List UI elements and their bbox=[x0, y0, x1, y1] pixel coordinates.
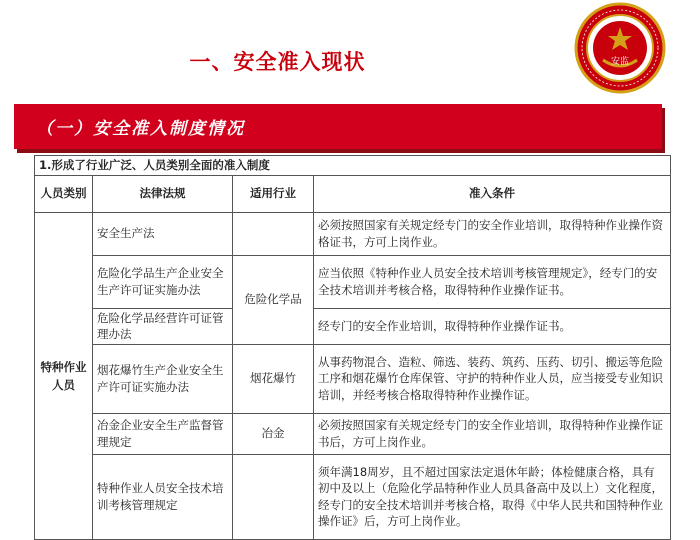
table-row bbox=[35, 212, 671, 255]
industry-cell bbox=[233, 454, 314, 539]
entry-system-table-container bbox=[34, 155, 670, 540]
condition-cell: 从事药物混合、造粒、筛选、装药、筑药、压药、切引、搬运等危险工序和烟花爆竹仓库保管、守护的特种作业人员，应当接受专业知识培训，并经考核合格取得特种作业操作证。 bbox=[314, 344, 671, 413]
table-caption: 1.形成了行业广泛、人员类别全面的准入制度 bbox=[35, 156, 671, 176]
law-cell: 冶金企业安全生产监督管理规定 bbox=[93, 413, 233, 454]
law-cell: 危险化学品经营许可证管理办法 bbox=[93, 308, 233, 344]
category-cell: 特种作业人员 bbox=[35, 212, 93, 539]
condition-cell: 应当依照《特种作业人员安全技术培训考核管理规定》，经专门的安全技术培训并考核合格，取得特种作业操作证书。 bbox=[314, 255, 671, 308]
industry-cell: 危险化学品 bbox=[233, 255, 314, 344]
law-cell: 安全生产法 bbox=[93, 212, 233, 255]
table-row bbox=[35, 413, 671, 454]
law-cell: 特种作业人员安全技术培训考核管理规定 bbox=[93, 454, 233, 539]
law-cell: 危险化学品生产企业安全生产许可证实施办法 bbox=[93, 255, 233, 308]
svg-text:安监: 安监 bbox=[610, 57, 630, 67]
entry-system-table bbox=[34, 155, 671, 540]
section-banner bbox=[14, 104, 662, 149]
section-heading: （一）安全准入制度情况 bbox=[36, 119, 245, 139]
page-title: 一、安全准入现状 bbox=[189, 49, 366, 74]
condition-cell: 必须按照国家有关规定经专门的安全作业培训，取得特种作业操作证书后，方可上岗作业。 bbox=[314, 413, 671, 454]
industry-cell: 冶金 bbox=[233, 413, 314, 454]
header-category: 人员类别 bbox=[35, 175, 93, 212]
header-law: 法律法规 bbox=[93, 175, 233, 212]
condition-cell: 须年满18周岁，且不超过国家法定退休年龄；体检健康合格，具有初中及以上（危险化学品特种作业人员具备高中及以上）文化程度，经专门的安全技术培训并考核合格，取得《中华人民共和国特种作业操作证》后，方可上岗作业。 bbox=[314, 454, 671, 539]
table-header-row bbox=[35, 175, 671, 212]
header-condition: 准入条件 bbox=[314, 175, 671, 212]
header-industry: 适用行业 bbox=[233, 175, 314, 212]
table-row bbox=[35, 454, 671, 539]
table-caption-row bbox=[35, 156, 671, 176]
table-row bbox=[35, 308, 671, 344]
condition-cell: 必须按照国家有关规定经专门的安全作业培训，取得特种作业操作资格证书，方可上岗作业。 bbox=[314, 212, 671, 255]
table-row bbox=[35, 344, 671, 413]
emblem-seal-icon bbox=[570, 0, 670, 100]
table-row bbox=[35, 255, 671, 308]
industry-cell bbox=[233, 212, 314, 255]
law-cell: 烟花爆竹生产企业安全生产许可证实施办法 bbox=[93, 344, 233, 413]
condition-cell: 经专门的安全作业培训，取得特种作业操作证书。 bbox=[314, 308, 671, 344]
industry-cell: 烟花爆竹 bbox=[233, 344, 314, 413]
